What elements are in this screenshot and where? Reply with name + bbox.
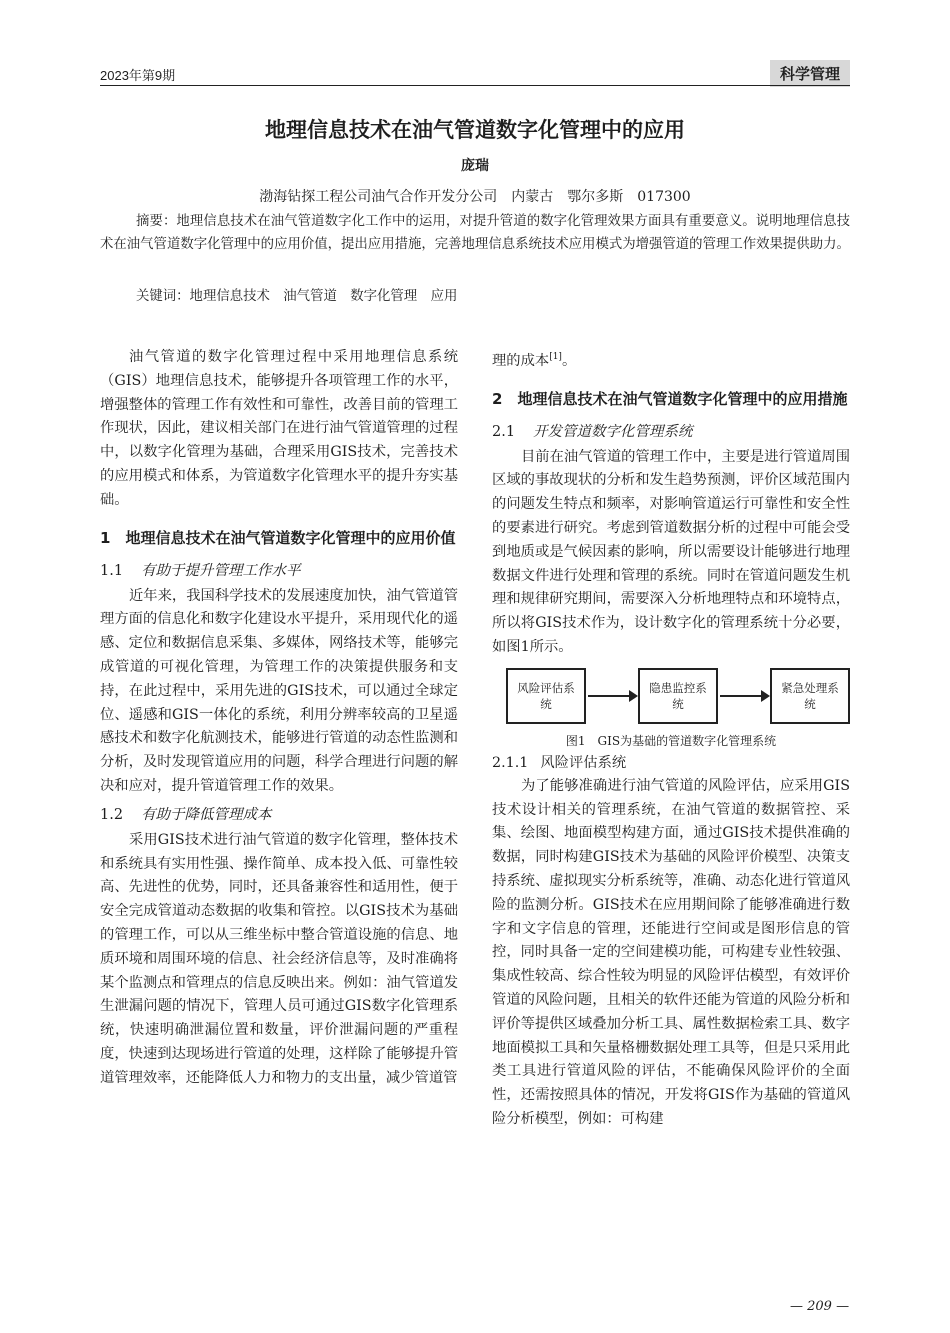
arrow-right-icon [588,695,636,697]
subsection-1-2-heading [100,803,458,827]
hazard-monitoring-system-box: 隐患监控系统 [638,668,718,724]
section-1-heading [100,527,458,549]
figure-1 [492,668,850,749]
section-title: 地理信息技术在油气管道数字化管理中的应用措施 [517,389,848,408]
arrow-right-icon [720,695,768,697]
right-column [492,346,850,1132]
journal-name-badge: 科学管理 [770,60,850,87]
author-affiliation: 渤海钻探工程公司油气合作开发分公司 内蒙古 鄂尔多斯 017300 [259,189,691,205]
continued-paragraph [492,346,850,374]
issue-label: 2023年第9期 [100,68,176,83]
subsection-title: 风险评估系统 [540,754,627,771]
article-title: 地理信息技术在油气管道数字化管理中的应用 [265,118,685,142]
section-title: 地理信息技术在油气管道数字化管理中的应用价值 [125,528,456,547]
flow-diagram [506,668,850,724]
subsection-number: 1.1 [100,562,124,579]
continued-text-end: 。 [561,352,577,369]
subsection-number: 1.2 [100,806,124,823]
subsection-1-1-paragraph: 近年来，我国科学技术的发展速度加快，油气管道管理方面的信息化和数字化建设水平提升，采用现代化的遥感、定位和数据信息采集、多媒体，网络技术等，能够完成管道的可视化管理，为管理工作的决策提供服务和支持，在此过程中，采用先进的GIS技术，可以通过全球定位、遥感和GIS一体化的系统，利用分辨率较高的卫星遥感技术和数字化航测技术，能够进行管道的动态性监测和分析，及时发现管道应用的问题，科学合理进行问题的解决和应对，提升管道管理工作的效果。 [100,587,458,794]
subsection-2-1-heading [492,420,850,444]
page-header [100,60,850,86]
subsection-number: 2.1.1 [492,754,529,771]
continued-text: 理的成本 [492,352,550,369]
figure-caption: 图1 GIS为基础的管道数字化管理系统 [565,733,777,748]
subsection-2-1-1-paragraph: 为了能够准确进行油气管道的风险评估，应采用GIS技术设计相关的管理系统，在油气管道的数据管控、采集、绘图、地面模型构建方面，通过GIS技术提供准确的数据，同时构建GIS技术为基础的风险评价模型、决策支持系统、虚拟现实分析系统等，准确、动态化进行管道风险的监测分析。GIS技术在应用期间除了能够准确进行数字和文字信息的管理，还能进行空间或是图形信息的管控，同时具备一定的空间建模功能，可构建专业性较强、集成性较高、综合性较为明显的风险评估模型，有效评价管道的风险问题，且相关的软件还能为管道的风险分析和评价等提供区域叠加分析工具、属性数据检索工具、数字地面模拟工具和矢量格栅数据处理工具等，但是只采用此类工具进行管道风险的评估，不能确保风险评价的全面性，还需按照具体的情况，开发将GIS作为基础的管道风险分析模型，例如：可构建 [492,777,850,1127]
subsection-2-1-1-heading [492,751,850,775]
subsection-number: 2.1 [492,423,516,440]
subsection-1-2-paragraph: 采用GIS技术进行油气管道的数字化管理，整体技术和系统具有实用性强、操作简单、成本投入低、可靠性较高、先进性的优势，同时，还具备兼容性和适用性，便于安全完成管道动态数据的收集和管控。以GIS技术为基础的管理工作，可以从三维坐标中整合管道设施的信息、地质环境和周围环境的信息、社会经济信息等，及时准确将某个监测点和管理点的信息反映出来。例如：油气管道发生泄漏问题的情况下，管理人员可通过GIS数字化管理系统，快速明确泄漏位置和数量，评价泄漏问题的严重程度，快速到达现场进行管道的处理，这样除了能够提升管道管理效率，还能降低人力和物力的支出量，减少管道管 [100,831,458,1086]
keywords: 关键词：地理信息技术 油气管道 数字化管理 应用 [136,289,458,304]
subsection-title: 有助于提升管理工作水平 [141,562,301,579]
risk-assessment-system-box: 风险评估系统 [506,668,586,724]
page-number: — 209 — [790,1299,850,1314]
abstract: 摘要：地理信息技术在油气管道数字化工作中的运用，对提升管道的数字化管理效果方面具有重要意义。说明地理信息技术在油气管道数字化管理中的应用价值，提出应用措施，完善地理信息系统技术应用模式为增强管道的管理工作效果提供助力。 [100,214,850,252]
emergency-handling-system-box: 紧急处理系统 [770,668,850,724]
subsection-1-1-heading [100,559,458,583]
header-rule [100,85,850,86]
citation-ref: [1] [549,352,562,362]
left-column [100,346,458,1091]
article-author: 庞瑞 [461,158,489,174]
section-2-heading [492,388,850,410]
intro-paragraph: 油气管道的数字化管理过程中采用地理信息系统（GIS）地理信息技术，能够提升各项管理工作的水平，增强整体的管理工作有效性和可靠性，改善目前的管理工作现状，因此，建议相关部门在进行油气管道管理的过程中，以数字化管理为基础，合理采用GIS技术，完善技术的应用模式和体系，为管道数字化管理水平的提升夯实基础。 [100,349,458,508]
subsection-title: 有助于降低管理成本 [141,806,272,823]
subsection-2-1-paragraph: 目前在油气管道的管理工作中，主要是进行管道周围区域的事故现状的分析和发生趋势预测，评价区域范围内的问题发生特点和频率，对影响管道运行可靠性和安全性的要素进行研究。考虑到管道数据分析的过程中可能会受到地质或是气候因素的影响，所以需要设计能够进行地理数据文件进行处理和管理的系统。同时在管道问题发生机理和规律研究期间，需要深入分析地理特点和环境特点，所以将GIS技术作为，设计数字化的管理系统十分必要，如图1所示。 [492,448,850,655]
section-number: 1 [100,528,111,547]
section-number: 2 [492,389,503,408]
subsection-title: 开发管道数字化管理系统 [533,423,693,440]
